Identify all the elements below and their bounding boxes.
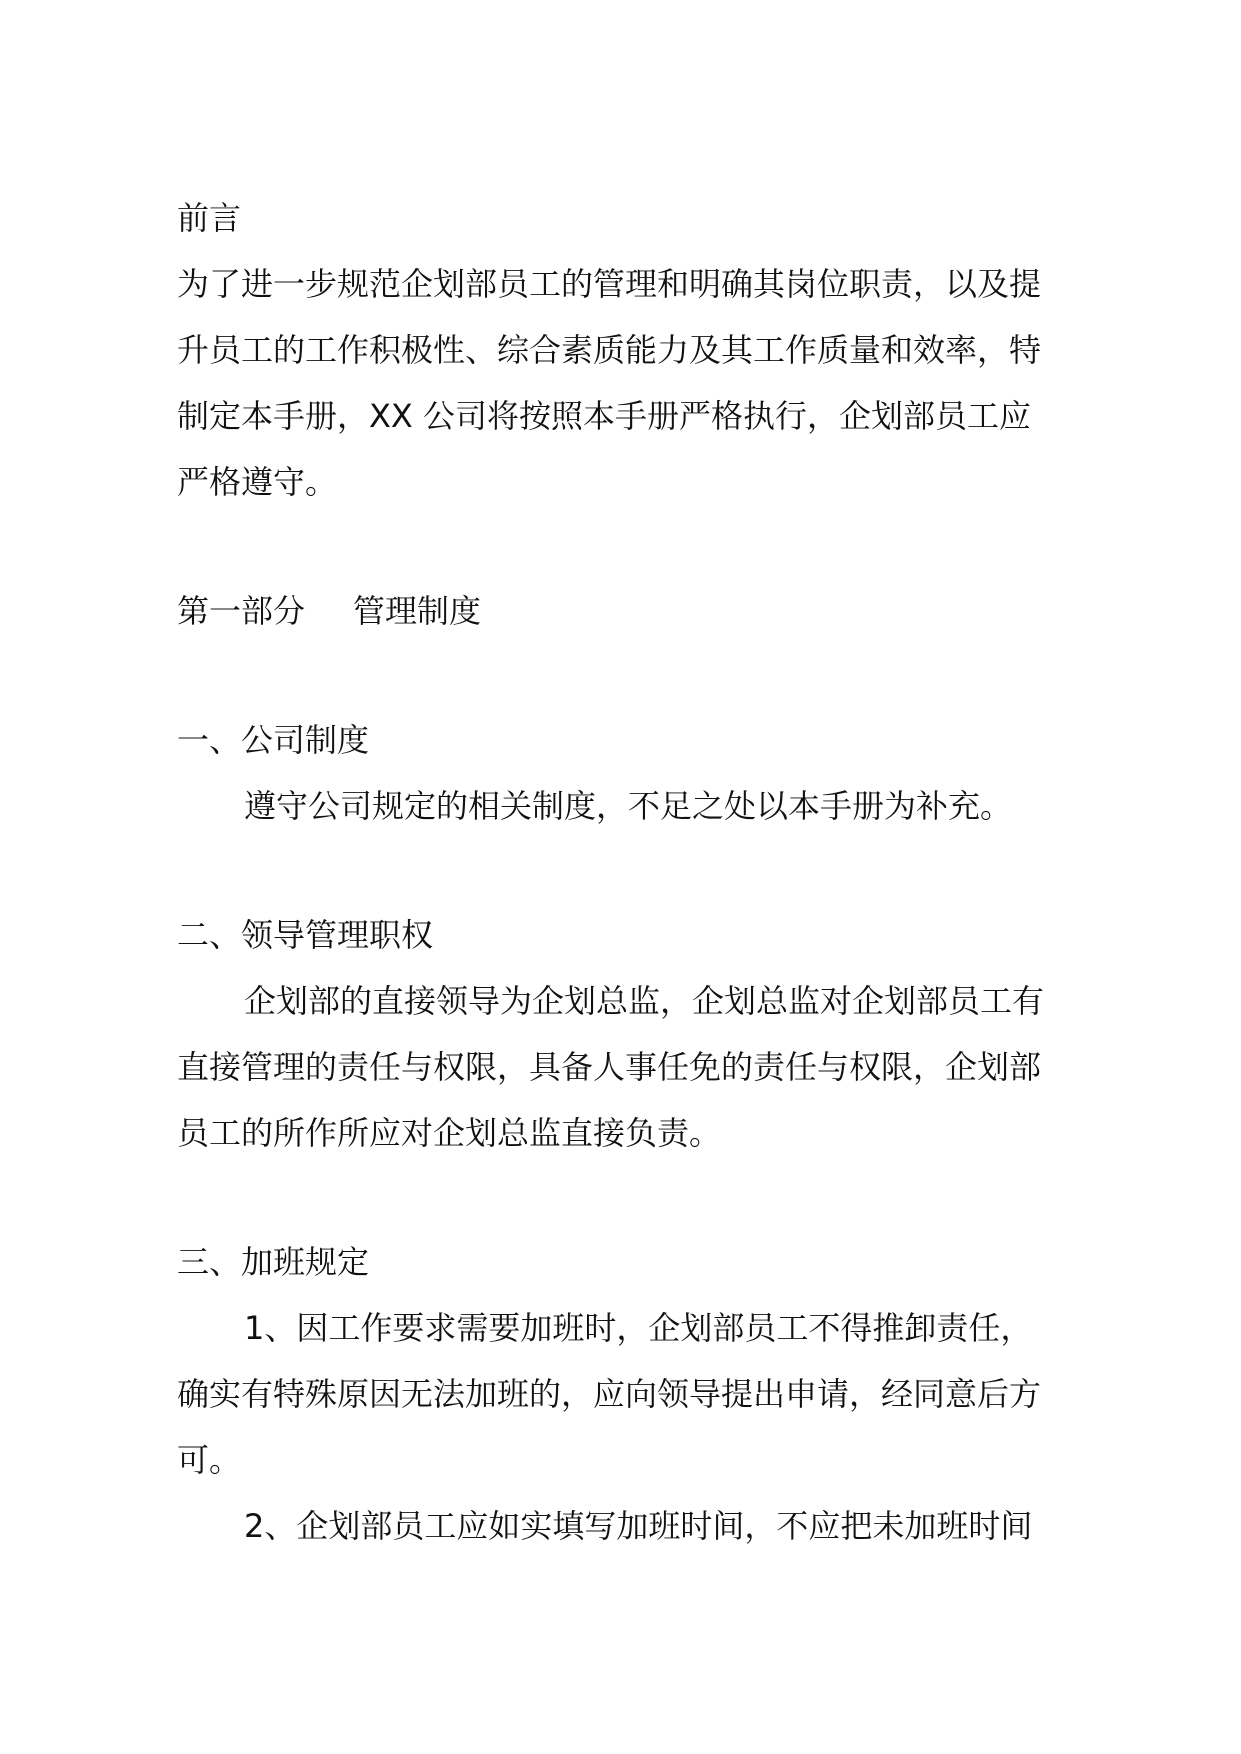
spacer <box>177 515 1077 578</box>
part-name: 管理制度 <box>353 592 482 630</box>
spacer <box>177 644 1077 707</box>
section1-line-1: 遵守公司规定的相关制度，不足之处以本手册为补充。 <box>244 787 1013 825</box>
section2-line-2: 直接管理的责任与权限，具备人事任免的责任与权限，企划部 <box>177 1048 1042 1086</box>
section1-heading: 一、公司制度 <box>177 721 370 759</box>
document-page <box>177 185 1077 1559</box>
preface-line-3: 制定本手册，XX 公司将按照本手册严格执行，企划部员工应 <box>177 397 1032 435</box>
preface-line-4: 严格遵守。 <box>177 463 338 501</box>
preface-line-2: 升员工的工作积极性、综合素质能力及其工作质量和效率，特 <box>177 331 1042 369</box>
section3-item2-line-1: 2、企划部员工应如实填写加班时间，不应把未加班时间 <box>244 1507 1033 1545</box>
section3-item1-line-3: 可。 <box>177 1441 242 1479</box>
section3-item1-line-2: 确实有特殊原因无法加班的，应向领导提出申请，经同意后方 <box>177 1375 1042 1413</box>
section3-heading: 三、加班规定 <box>177 1243 370 1281</box>
section3-item1-line-1: 1、因工作要求需要加班时，企划部员工不得推卸责任， <box>244 1309 1033 1347</box>
preface-heading: 前言 <box>177 199 242 237</box>
spacer <box>177 1166 1077 1229</box>
section2-line-3: 员工的所作所应对企划总监直接负责。 <box>177 1114 722 1152</box>
preface-line-1: 为了进一步规范企划部员工的管理和明确其岗位职责，以及提 <box>177 265 1042 303</box>
section2-heading: 二、领导管理职权 <box>177 916 434 954</box>
section2-line-1: 企划部的直接领导为企划总监，企划总监对企划部员工有 <box>244 982 1045 1020</box>
spacer <box>177 839 1077 902</box>
part-label: 第一部分 <box>177 592 306 630</box>
part-title <box>177 578 1077 644</box>
